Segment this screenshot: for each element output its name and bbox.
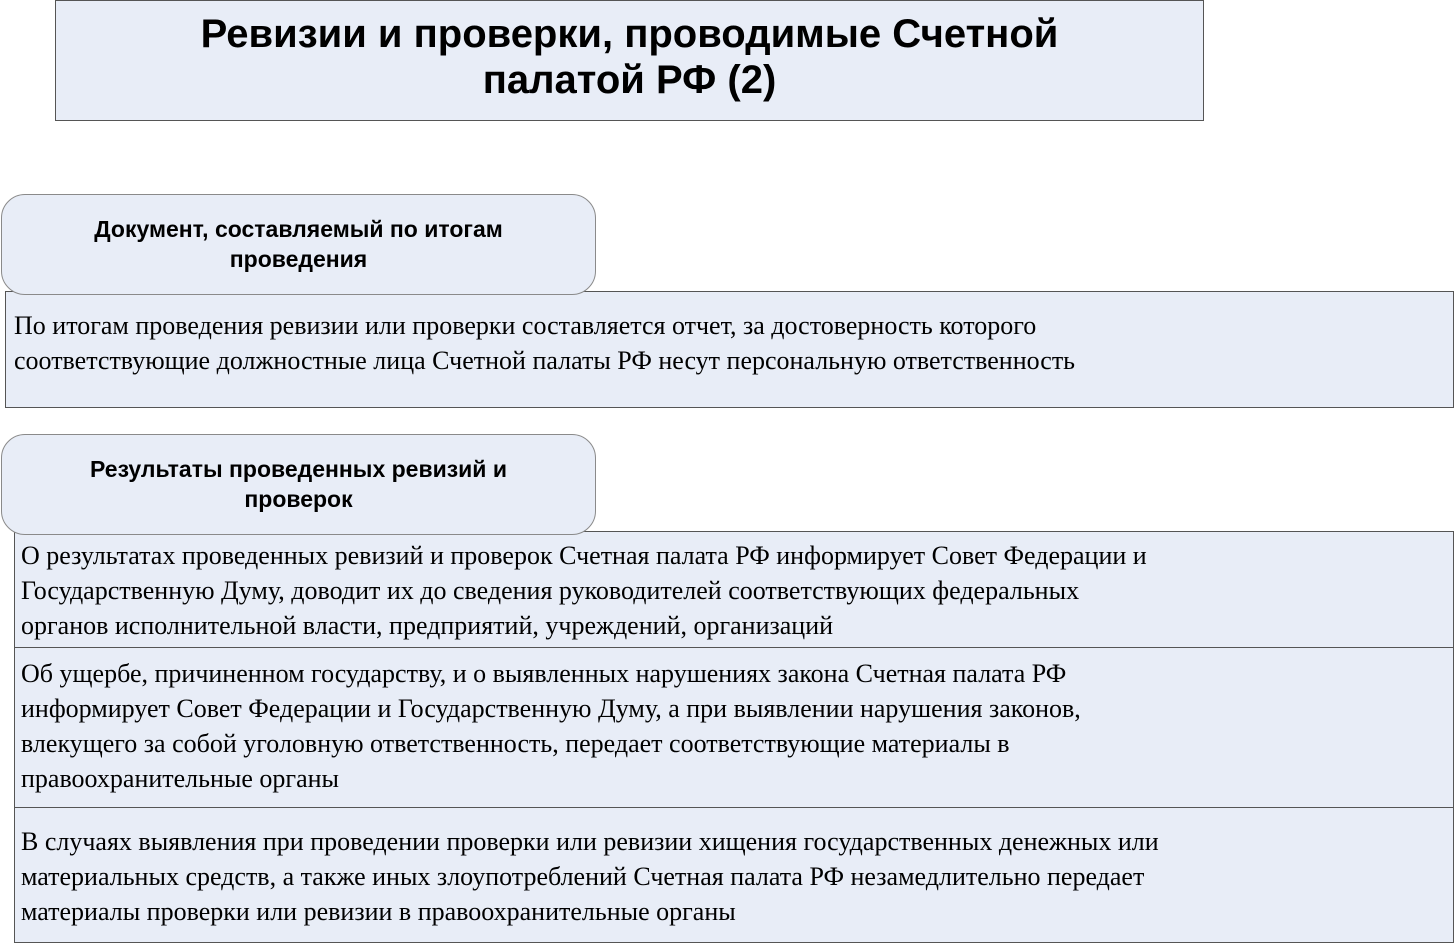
content-text: Об ущербе, причиненном государству, и о выявленных нарушениях закона Счетная палата РФ информирует Совет Федерации и Государственную Думу, а при выявлении нарушения законов, влекущего за собой уголовную ответственность, передает соответствующие материалы в правоохранительные органы [21, 659, 1081, 793]
section-header-label: Результаты проведенных ревизий и проверок [90, 456, 507, 512]
title-box [55, 0, 1204, 121]
content-box-report [5, 291, 1454, 408]
section-header-document [1, 194, 596, 295]
content-text: По итогам проведения ревизии или проверки составляется отчет, за достоверность которого соответствующие должностные лица Счетной палаты РФ несут персональную ответственность [14, 311, 1076, 375]
content-box-inform-federation [14, 531, 1454, 648]
page-title: Ревизии и проверки, проводимые Счетной палатой РФ (2) [200, 11, 1059, 102]
section-header-label: Документ, составляемый по итогам проведения [94, 216, 503, 272]
content-text: О результатах проведенных ревизий и проверок Счетная палата РФ информирует Совет Федерации и Государственную Думу, доводит их до сведения руководителей соответствующих федеральных органов исполнительной власти, предприятий, учреждений, организаций [21, 541, 1147, 640]
content-text: В случаях выявления при проведении проверки или ревизии хищения государственных денежных или материальных средств, а также иных злоупотреблений Счетная палата РФ незамедлительно передает материалы проверки или ревизии в правоохранительные органы [21, 827, 1159, 926]
section-header-results [1, 434, 596, 535]
content-box-embezzlement [14, 807, 1454, 943]
content-box-damage-violations [14, 647, 1454, 808]
